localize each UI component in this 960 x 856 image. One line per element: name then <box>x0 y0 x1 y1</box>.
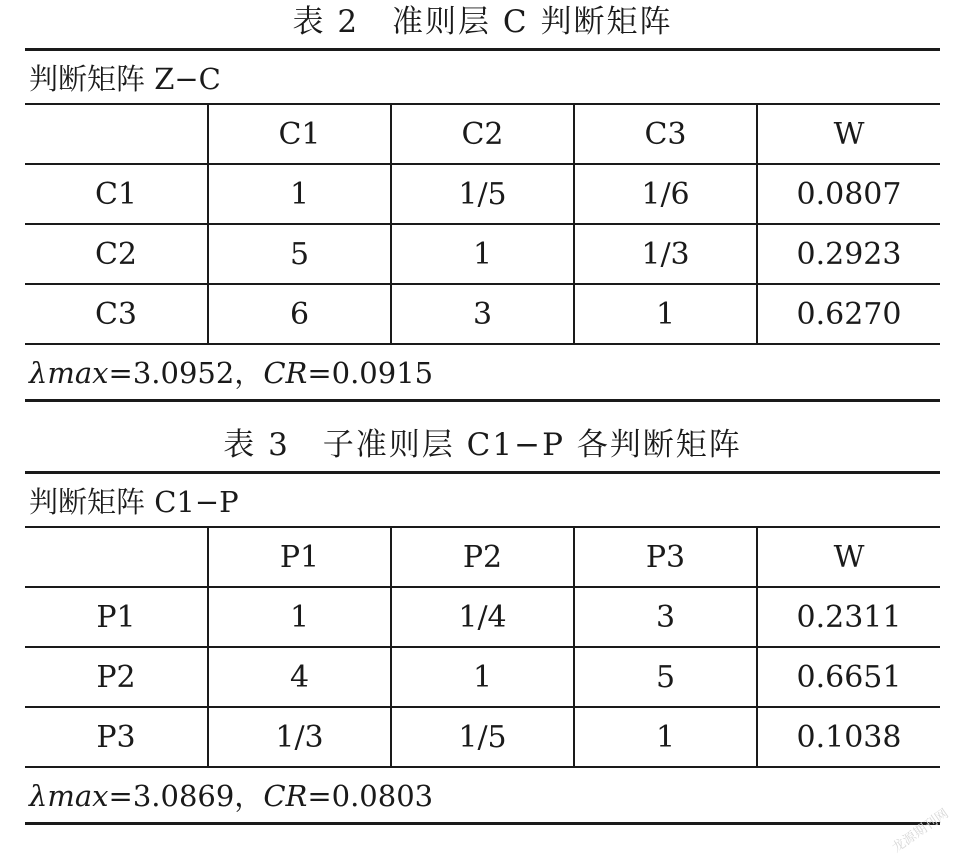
table-cell: 1 <box>574 707 757 767</box>
table-cell: 1/3 <box>208 707 391 767</box>
table-cell: 1/6 <box>574 164 757 224</box>
weight-cell: 0.0807 <box>757 164 940 224</box>
table-cell: 5 <box>574 647 757 707</box>
cr-label: CR <box>263 779 308 813</box>
lambda-value: =3.0869， <box>108 779 264 813</box>
table-cell: 1 <box>208 587 391 647</box>
header-row <box>25 528 940 587</box>
table-row <box>25 587 940 647</box>
header-cell: P3 <box>574 528 757 587</box>
row-label: C3 <box>25 284 208 344</box>
lambda-value: =3.0952， <box>108 356 264 390</box>
table-row <box>25 647 940 707</box>
watermark: 龙源期刊网 <box>889 806 952 856</box>
row-label: C2 <box>25 224 208 284</box>
table-cell: 6 <box>208 284 391 344</box>
table-2 <box>25 0 940 402</box>
table-3 <box>25 423 940 825</box>
header-cell: C3 <box>574 105 757 164</box>
table-row <box>25 164 940 224</box>
table-cell: 1/4 <box>391 587 574 647</box>
row-label: P1 <box>25 587 208 647</box>
table-cell: 1 <box>208 164 391 224</box>
table-row <box>25 284 940 344</box>
table-cell: 3 <box>391 284 574 344</box>
header-row <box>25 105 940 164</box>
weight-cell: 0.1038 <box>757 707 940 767</box>
cr-label: CR <box>263 356 308 390</box>
table-cell: 5 <box>208 224 391 284</box>
table-cell: 1/5 <box>391 164 574 224</box>
header-cell <box>25 105 208 164</box>
table-cell: 3 <box>574 587 757 647</box>
header-cell: P1 <box>208 528 391 587</box>
lambda-label: λmax <box>29 779 109 813</box>
judgment-matrix <box>25 105 940 345</box>
consistency-footer <box>25 345 940 402</box>
weight-cell: 0.2923 <box>757 224 940 284</box>
row-label: C1 <box>25 164 208 224</box>
table-caption: 表 3 子准则层 C1−P 各判断矩阵 <box>223 427 742 463</box>
header-cell: C1 <box>208 105 391 164</box>
table-row <box>25 224 940 284</box>
table-cell: 1 <box>574 284 757 344</box>
header-cell: W <box>757 105 940 164</box>
table-cell: 1 <box>391 647 574 707</box>
matrix-title: 判断矩阵 C1−P <box>25 471 940 528</box>
consistency-footer <box>25 768 940 825</box>
header-cell <box>25 528 208 587</box>
cr-value: =0.0915 <box>307 356 434 390</box>
table-row <box>25 707 940 767</box>
header-cell: P2 <box>391 528 574 587</box>
header-cell: W <box>757 528 940 587</box>
weight-cell: 0.6270 <box>757 284 940 344</box>
table-cell: 1/3 <box>574 224 757 284</box>
table-cell: 1/5 <box>391 707 574 767</box>
row-label: P2 <box>25 647 208 707</box>
row-label: P3 <box>25 707 208 767</box>
header-cell: C2 <box>391 105 574 164</box>
table-cell: 4 <box>208 647 391 707</box>
matrix-title: 判断矩阵 Z−C <box>25 48 940 105</box>
table-caption: 表 2 准则层 C 判断矩阵 <box>292 4 673 40</box>
weight-cell: 0.2311 <box>757 587 940 647</box>
lambda-label: λmax <box>29 356 109 390</box>
table-cell: 1 <box>391 224 574 284</box>
judgment-matrix <box>25 528 940 768</box>
cr-value: =0.0803 <box>307 779 434 813</box>
weight-cell: 0.6651 <box>757 647 940 707</box>
